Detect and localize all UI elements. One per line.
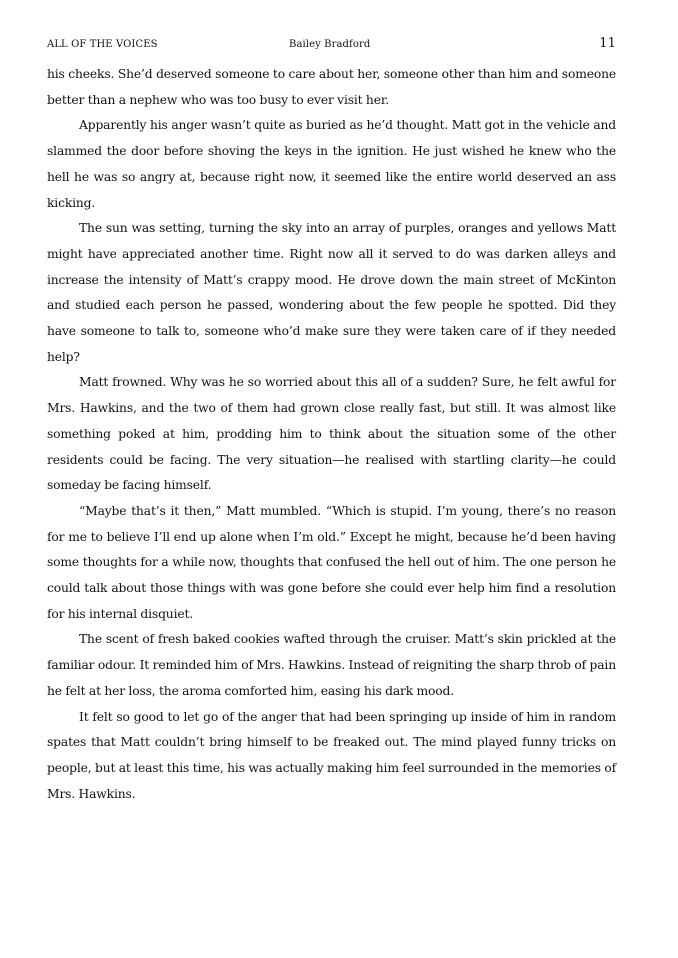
body-text (47, 62, 616, 807)
paragraph: his cheeks. She’d deserved someone to care about her, someone other than him and someone better than a nephew who was too busy to ever visit her. (47, 67, 616, 107)
paragraph: Matt frowned. Why was he so worried about this all of a sudden? Sure, he felt awful for Mrs. Hawkins, and the two of them had grown close really fast, but still. It was almost like something poked at him, prodding him to think about the situation some of the other residents could be facing. The very situation—he realised with startling clarity—he could someday be facing himself. (47, 375, 616, 493)
page-number: 11 (599, 36, 616, 51)
paragraph: The sun was setting, turning the sky into an array of purples, oranges and yellows Matt might have appreciated another time. Right now all it served to do was darken alleys and increase the intensity of Matt’s crappy mood. He drove down the main street of McKinton and studied each person he passed, wondering about the few people he spotted. Did they have someone to talk to, someone who’d make sure they were taken care of if they needed help? (47, 221, 616, 364)
paragraph: Apparently his anger wasn’t quite as buried as he’d thought. Matt got in the vehicle and slammed the door before shoving the keys in the ignition. He just wished he knew who the hell he was so angry at, because right now, it seemed like the entire world deserved an ass kicking. (47, 118, 616, 210)
paragraph: It felt so good to let go of the anger that had been springing up inside of him in random spates that Matt couldn’t bring himself to be freaked out. The mind played funny tricks on people, but at least this time, his was actually making him feel surrounded in the memories of Mrs. Hawkins. (47, 709, 616, 801)
running-header (47, 37, 616, 55)
paragraph: The scent of fresh baked cookies wafted through the cruiser. Matt’s skin prickled at the familiar odour. It reminded him of Mrs. Hawkins. Instead of reigniting the sharp throb of pain he felt at her loss, the aroma comforted him, easing his dark mood. (47, 632, 616, 698)
author-name: Bailey Bradford (289, 39, 371, 50)
book-title: ALL OF THE VOICES (47, 39, 158, 50)
paragraph: “Maybe that’s it then,” Matt mumbled. “Which is stupid. I’m young, there’s no reason for me to believe I’ll end up alone when I’m old.” Except he might, because he’d been having some thoughts for a while now, thoughts that confused the hell out of him. The one person he could talk about those things with was gone before she could ever help him find a resolution for his internal disquiet. (47, 503, 616, 621)
